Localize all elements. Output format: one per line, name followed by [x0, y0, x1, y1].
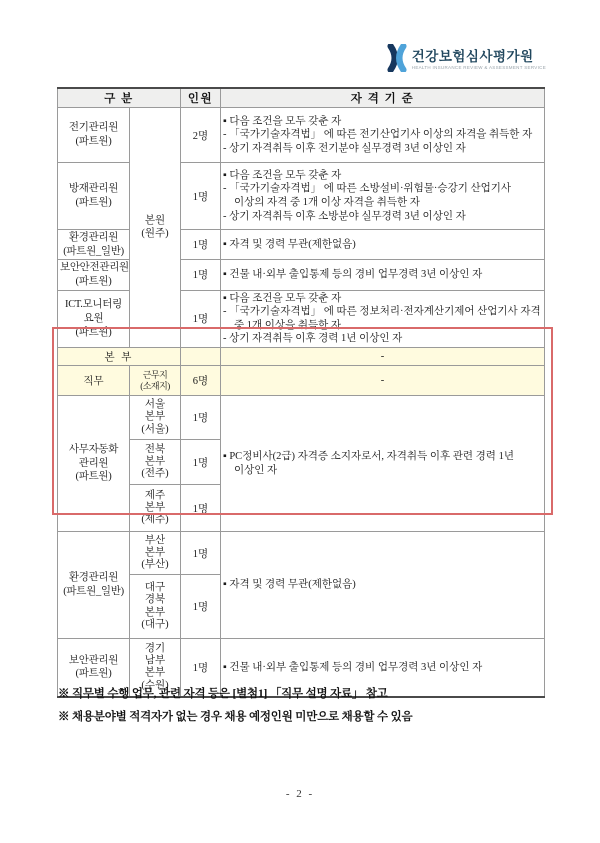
header-count: 인원	[181, 88, 221, 108]
count-cell: 1명	[181, 163, 221, 230]
count-cell: 1명	[181, 290, 221, 348]
table-row-office-seoul	[58, 396, 545, 440]
criteria-cell: ▪ PC정비사(2급) 자격증 소지자로서, 자격취득 이후 관련 경력 1년 이상인 자	[221, 396, 545, 532]
table-row-env-busan	[58, 532, 545, 575]
count-cell: 1명	[181, 396, 221, 440]
count-cell: 2명	[181, 108, 221, 163]
job-cell: 환경관리원 (파트원_일반)	[58, 230, 130, 260]
hira-logo	[387, 44, 546, 77]
job-cell-security: 보안관리원 (파트원)	[58, 639, 130, 697]
location-header-cell: 근무지 (소재지)	[130, 366, 181, 396]
job-cell-environment: 환경관리원 (파트원_일반)	[58, 532, 130, 639]
job-cell: 방재관리원 (파트원)	[58, 163, 130, 230]
table-row-jikmu-subheader	[58, 366, 545, 396]
job-cell: 보안안전관리원 (파트원)	[58, 260, 130, 290]
criteria-cell: ▪ 건물 내·외부 출입통제 등의 경비 업무경력 3년 이상인 자	[221, 260, 545, 290]
criteria-cell: ▪ 다음 조건을 모두 갖춘 자 - 「국가기술자격법」 에 따른 정보처리·전자계산기제어 산업기사 자격 중 1개 이상을 취득한 자 - 상기 자격취득 이후 경력 1년 이상인 자	[221, 290, 545, 348]
job-cell-office-automation: 사무자동화 관리원 (파트원)	[58, 396, 130, 532]
table-row-hq-divider	[58, 348, 545, 366]
header-group: 구 분	[58, 88, 181, 108]
job-cell: ICT.모니터링 요원 (파트원)	[58, 290, 130, 348]
location-cell: 대구 경북 본부 (대구)	[130, 575, 181, 639]
criteria-cell: ▪ 다음 조건을 모두 갖춘 자 - 「국가기술자격법」 에 따른 전기산업기사 이상의 자격을 취득한 자 - 상기 자격취득 이후 전기분야 실무경력 3년 이상인 자	[221, 108, 545, 163]
criteria-cell: -	[221, 366, 545, 396]
count-cell: 1명	[181, 230, 221, 260]
logo-title: 건강보험심사평가원	[411, 48, 534, 64]
criteria-cell: ▪ 다음 조건을 모두 갖춘 자 - 「국가기술자격법」 에 따른 소방설비·위험물·승강기 산업기사 이상의 자격 중 1개 이상 자격을 취득한 자 - 상기 자격취득 이후 소방분야 실무경력 3년 이상인 자	[221, 163, 545, 230]
count-cell: 1명	[181, 485, 221, 532]
criteria-cell: ▪ 자격 및 경력 무관(제한없음)	[221, 532, 545, 639]
count-cell: 1명	[181, 532, 221, 575]
logo-subtitle: HEALTH INSURANCE REVIEW & ASSESSMENT SERVICE	[411, 65, 546, 71]
hq-empty-cell	[181, 348, 221, 366]
location-cell: 서울 본부 (서울)	[130, 396, 181, 440]
count-cell: 6명	[181, 366, 221, 396]
job-cell: 직무	[58, 366, 130, 396]
criteria-cell: ▪ 자격 및 경력 무관(제한없음)	[221, 230, 545, 260]
count-cell: 1명	[181, 639, 221, 697]
count-cell: 1명	[181, 575, 221, 639]
job-cell: 전기관리원 (파트원)	[58, 108, 130, 163]
footnotes	[58, 683, 548, 729]
criteria-cell: -	[221, 348, 545, 366]
count-cell: 1명	[181, 260, 221, 290]
header-criteria: 자 격 기 준	[221, 88, 545, 108]
hq-section-title: 본 부	[58, 348, 181, 366]
location-cell: 전북 본부 (전주)	[130, 440, 181, 485]
table-row-electric	[58, 108, 545, 163]
location-cell: 경기 남부 본부 (수원)	[130, 639, 181, 697]
location-cell-wonju: 본원 (원주)	[130, 108, 181, 348]
qualification-table	[57, 87, 545, 698]
location-cell: 부산 본부 (부산)	[130, 532, 181, 575]
hira-x-logo-icon	[387, 44, 407, 77]
location-cell: 제주 본부 (제주)	[130, 485, 181, 532]
page-number: - 2 -	[285, 788, 315, 800]
table-header-row	[58, 88, 545, 108]
count-cell: 1명	[181, 440, 221, 485]
footnote-item: ※ 채용분야별 적격자가 없는 경우 채용 예정인원 미만으로 채용할 수 있음	[58, 711, 413, 723]
footnote-item: ※ 직무별 수행 업무, 관련 자격 등은 [별첨1] 「직무 설명 자료」 참고	[58, 688, 388, 700]
criteria-cell: ▪ 건물 내·외부 출입통제 등의 경비 업무경력 3년 이상인 자	[221, 639, 545, 697]
